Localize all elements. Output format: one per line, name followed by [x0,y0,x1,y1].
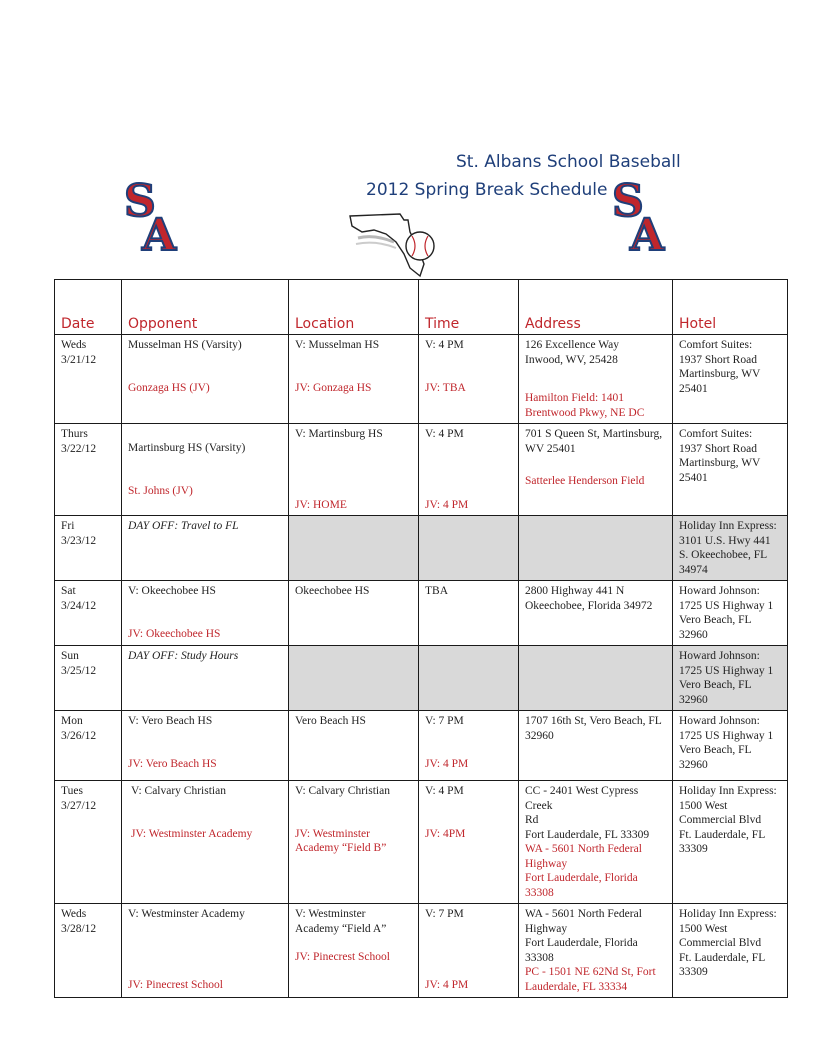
location-cell: V: Calvary Christian JV: Westminster Academy “Field B” [289,781,419,904]
school-title: St. Albans School Baseball [456,152,681,172]
address-cell: 126 Excellence Way Inwood, WV, 25428 Hamilton Field: 1401 Brentwood Pkwy, NE DC [519,335,673,424]
table-row [55,424,788,516]
schedule-subtitle: 2012 Spring Break Schedule [366,180,608,200]
time-cell: V: 4 PM JV: 4 PM [419,424,519,516]
hotel-cell: Howard Johnson: 1725 US Highway 1 Vero Beach, FL 32960 [673,646,788,711]
hotel-cell: Comfort Suites: 1937 Short Road Martinsburg, WV 25401 [673,424,788,516]
date-cell: Sun 3/25/12 [55,646,122,711]
table-row [55,646,788,711]
hotel-cell: Howard Johnson: 1725 US Highway 1 Vero Beach, FL 32960 [673,711,788,781]
date-cell: Thurs 3/22/12 [55,424,122,516]
hotel-cell: Holiday Inn Express: 3101 U.S. Hwy 441 S. Okeechobee, FL 34974 [673,516,788,581]
table-row [55,781,788,904]
time-cell: V: 4 PM JV: 4PM [419,781,519,904]
svg-text:S: S [612,176,644,227]
header-location: Location [289,280,419,335]
sa-logo-left [120,176,186,256]
location-cell: V: Martinsburg HS JV: HOME [289,424,419,516]
opponent-cell: Martinsburg HS (Varsity) St. Johns (JV) [122,424,289,516]
header-address: Address [519,280,673,335]
location-cell: Vero Beach HS [289,711,419,781]
address-cell: 1707 16th St, Vero Beach, FL 32960 [519,711,673,781]
table-row [55,335,788,424]
location-cell [289,646,419,711]
opponent-cell: V: Okeechobee HS JV: Okeechobee HS [122,581,289,646]
table-row [55,904,788,998]
location-cell: Okeechobee HS [289,581,419,646]
time-cell [419,646,519,711]
opponent-cell: V: Westminster Academy JV: Pinecrest School [122,904,289,998]
time-cell: V: 4 PM JV: TBA [419,335,519,424]
opponent-cell: DAY OFF: Study Hours [122,646,289,711]
header-time: Time [419,280,519,335]
sa-logo-right [608,176,674,256]
hotel-cell: Holiday Inn Express: 1500 West Commercial Blvd Ft. Lauderdale, FL 33309 [673,904,788,998]
opponent-cell: Musselman HS (Varsity) Gonzaga HS (JV) [122,335,289,424]
hotel-cell: Comfort Suites: 1937 Short Road Martinsburg, WV 25401 [673,335,788,424]
opponent-cell: V: Vero Beach HS JV: Vero Beach HS [122,711,289,781]
hotel-cell: Howard Johnson: 1725 US Highway 1 Vero Beach, FL 32960 [673,581,788,646]
time-cell: V: 7 PM JV: 4 PM [419,904,519,998]
table-header-row [55,280,788,335]
location-cell [289,516,419,581]
date-cell: Mon 3/26/12 [55,711,122,781]
header-date: Date [55,280,122,335]
schedule-table [54,279,788,998]
date-cell: Weds 3/28/12 [55,904,122,998]
address-cell [519,646,673,711]
address-cell: 2800 Highway 441 N Okeechobee, Florida 34972 [519,581,673,646]
address-cell: 701 S Queen St, Martinsburg, WV 25401 Satterlee Henderson Field [519,424,673,516]
time-cell: TBA [419,581,519,646]
time-cell: V: 7 PM JV: 4 PM [419,711,519,781]
florida-baseball-icon [344,208,444,284]
address-cell [519,516,673,581]
location-cell: V: Westminster Academy “Field A” JV: Pinecrest School [289,904,419,998]
date-cell: Tues 3/27/12 [55,781,122,904]
table-row [55,711,788,781]
header-hotel: Hotel [673,280,788,335]
svg-text:S: S [124,176,156,227]
table-row [55,581,788,646]
svg-text:A: A [142,210,177,256]
date-cell: Weds 3/21/12 [55,335,122,424]
address-cell: WA - 5601 North Federal Highway Fort Lauderdale, Florida 33308 PC - 1501 NE 62Nd St, Fort Lauderdale, FL 33334 [519,904,673,998]
location-cell: V: Musselman HS JV: Gonzaga HS [289,335,419,424]
hotel-cell: Holiday Inn Express: 1500 West Commercial Blvd Ft. Lauderdale, FL 33309 [673,781,788,904]
address-cell: CC - 2401 West Cypress Creek Rd Fort Lauderdale, FL 33309 WA - 5601 North Federal Highway Fort Lauderdale, Florida 33308 [519,781,673,904]
table-row [55,516,788,581]
date-cell: Fri 3/23/12 [55,516,122,581]
time-cell [419,516,519,581]
opponent-cell: DAY OFF: Travel to FL [122,516,289,581]
header-opponent: Opponent [122,280,289,335]
svg-text:A: A [630,210,665,256]
opponent-cell: V: Calvary Christian JV: Westminster Academy [122,781,289,904]
date-cell: Sat 3/24/12 [55,581,122,646]
